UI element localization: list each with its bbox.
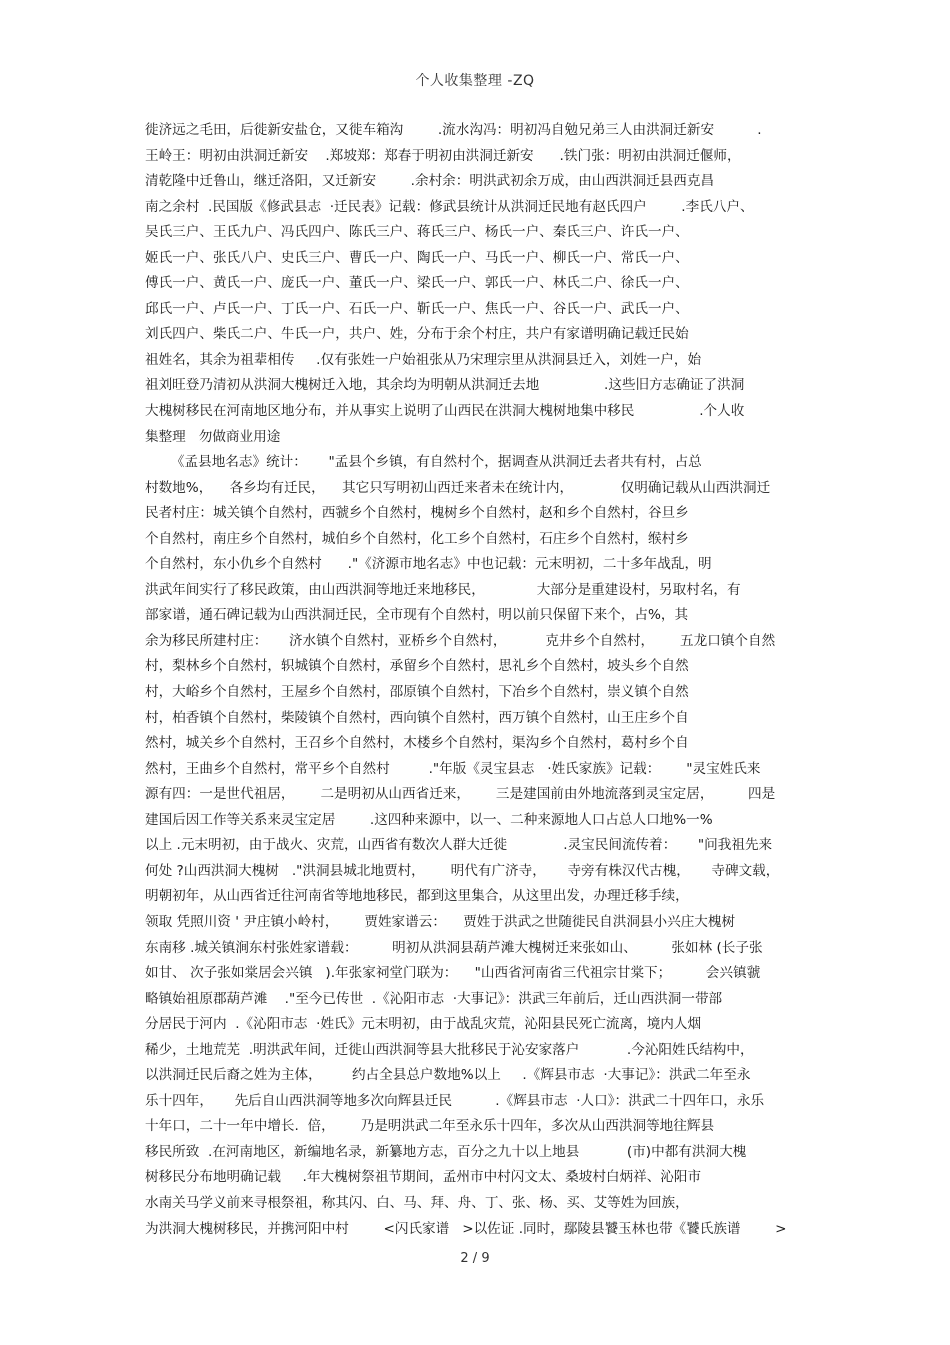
text-line: 南之余村 .民国版《修武县志 ·迁民表》记载：修武县统计从洪洞迁民地有赵氏四户 .李氏八户、: [145, 198, 754, 215]
text-line: 建国后因工作等关系来灵宝定居 .这四种来源中，以一、二种来源地人口占总人口地%一%: [145, 811, 713, 828]
text-line: 《孟县地名志》统计： "孟县个乡镇，有自然村个，据调查从洪洞迁去者共有村，占总: [145, 454, 702, 471]
page-number: 2 / 9: [460, 1251, 490, 1266]
text-line: 然村，城关乡个自然村，王召乡个自然村，木楼乡个自然村，渠沟乡个自然村，葛村乡个自: [145, 735, 689, 752]
text-line: 村，梨林乡个自然村，轵城镇个自然村，承留乡个自然村，思礼乡个自然村，坡头乡个自然: [145, 658, 689, 675]
text-line: 树移民分布地明确记载 .年大槐树祭祖节期间，孟州市中村闪文太、桑坡村白炳祥、沁阳市: [145, 1169, 702, 1186]
text-line: 集整理 勿做商业用途: [145, 428, 281, 445]
text-line: 以洪洞迁民后裔之姓为主体， 约占全县总户数地%以上 .《辉县市志 ·大事记》：洪武二年至永: [145, 1067, 751, 1084]
text-line: 民者村庄：城关镇个自然村，西虢乡个自然村，槐树乡个自然村，赵和乡个自然村，谷旦乡: [145, 505, 689, 522]
text-line: 村，大峪乡个自然村，王屋乡个自然村，邵原镇个自然村，下冶乡个自然村，崇义镇个自然: [145, 684, 689, 701]
text-line: 源有四：一是世代祖居， 二是明初从山西省迁来， 三是建国前由外地流落到灵宝定居， 四是: [145, 786, 776, 803]
text-line: 东南移 .城关镇涧东村张姓家谱载： 明初从洪洞县葫芦滩大槐树迁来张如山、 张如林 (长子张: [145, 939, 763, 956]
text-line: 祖刘旺登乃清初从洪洞大槐树迁入地，其余均为明朝从洪洞迁去地 .这些旧方志确证了洪洞: [145, 377, 745, 394]
text-line: 明朝初年，从山西省迁往河南省等地地移民，都到这里集合，从这里出发，办理迁移手续，: [145, 888, 689, 905]
text-line: 吴氏三户、王氏九户、冯氏四户、陈氏三户、蒋氏三户、杨氏一户、秦氏三户、许氏一户、: [145, 224, 689, 241]
text-line: 姬氏一户、张氏八户、史氏三户、曹氏一户、陶氏一户、马氏一户、柳氏一户、常氏一户、: [145, 249, 689, 266]
page-header: 个人收集整理 -ZQ: [415, 73, 535, 89]
text-line: 乐十四年， 先后自山西洪洞等地多次向辉县迁民 .《辉县市志 ·人口》：洪武二十四年口，永乐: [145, 1092, 765, 1109]
text-line: 分居民于河内 .《沁阳市志 ·姓氏》元末明初，由于战乱灾荒，沁阳县民死亡流离，境内人烟: [145, 1016, 702, 1033]
text-line: 大槐树移民在河南地区地分布，并从事实上说明了山西民在洪洞大槐树地集中移民 .个人收: [145, 403, 745, 420]
text-line: 徙济远之毛田，后徙新安盐仓，又徙车箱沟 .流水沟冯：明初冯自勉兄弟三人由洪洞迁新安 .: [145, 122, 762, 138]
text-line: 何处 ?山西洪洞大槐树 ."洪洞县城北地贾村， 明代有广济寺， 寺旁有株汉代古槐， 寺碑文载，: [145, 862, 780, 879]
text-line: 移民所致 .在河南地区，新编地名录，新纂地方志，百分之九十以上地县 (市)中都有洪洞大槐: [145, 1143, 747, 1160]
text-line: 清乾隆中迁鲁山，继迁洛阳，又迁新安 .余村余：明洪武初余万成，由山西洪洞迁县西克昌: [145, 173, 715, 190]
text-line: 祖姓名，其余为祖辈相传 .仅有张姓一户始祖张从乃宋理宗里从洪洞县迁入，刘姓一户，始: [145, 351, 702, 368]
text-line: 傅氏一户、黄氏一户、庞氏一户、董氏一户、梁氏一户、郭氏一户、林氏二户、徐氏一户、: [145, 275, 689, 292]
document-body: [145, 118, 815, 1242]
text-line: 稀少，土地荒芜 .明洪武年间，迁徙山西洪洞等县大批移民于沁安家落户 .今沁阳姓氏结构中，: [145, 1041, 754, 1058]
text-line: 刘氏四户、柴氏二户、牛氏一户，共户、姓，分布于余个村庄，共户有家谱明确记载迁民始: [145, 326, 689, 343]
text-line: 部家谱，通石碑记载为山西洪洞迁民，全市现有个自然村，明以前只保留下来个，占%，其: [145, 607, 689, 624]
text-line: 余为移民所建村庄： 济水镇个自然村，亚桥乡个自然村， 克井乡个自然村， 五龙口镇个自然: [145, 632, 776, 649]
text-line: 略镇始祖原郡葫芦滩 ."至今已传世 .《沁阳市志 ·大事记》：洪武三年前后，迁山西洪洞一带部: [145, 990, 723, 1007]
text-line: 村，柏香镇个自然村，柴陵镇个自然村，西向镇个自然村，西万镇个自然村，山王庄乡个自: [145, 709, 689, 726]
text-line: 领取 凭照川资 ' 尹庄镇小岭村， 贾姓家谱云： 贾姓于洪武之世随徙民自洪洞县小兴庄大槐树: [145, 913, 736, 930]
text-line: 为洪洞大槐树移民，并携河阳中村 <闪氏家谱 >以佐证 .同时，鄢陵县饕玉林也带《饕氏族谱 >: [145, 1220, 787, 1237]
text-line: 个自然村，东小仇乡个自然村 ."《济源市地名志》中也记载：元末明初，二十多年战乱，明: [145, 556, 712, 573]
text-line: 个自然村，南庄乡个自然村，城伯乡个自然村，化工乡个自然村，石庄乡个自然村，缑村乡: [145, 530, 689, 547]
text-line: 十年口，二十一年中增长. 倍， 乃是明洪武二年至永乐十四年，多次从山西洪洞等地往辉县: [145, 1118, 715, 1135]
text-line: 然村，王曲乡个自然村，常平乡个自然村 ."年版《灵宝县志 ·姓氏家族》记载： "灵宝姓氏来: [145, 760, 761, 777]
text-line: 如甘、 次子张如棠居会兴镇 ).年张家祠堂门联为： "山西省河南省三代祖宗甘棠下； 会兴镇虢: [145, 965, 761, 982]
text-line: 王岭王：明初由洪洞迁新安 .郑坡郑：郑春于明初由洪洞迁新安 .铁门张：明初由洪洞迁偃师，: [145, 147, 741, 164]
text-line: 以上 .元末明初，由于战火、灾荒，山西省有数次人群大迁徙 .灵宝民间流传着： "问我祖先来: [145, 837, 773, 854]
text-line: 水南关马学义前来寻根祭祖，称其闪、白、马、拜、舟、丁、张、杨、买、艾等姓为回族，: [145, 1194, 689, 1211]
text-line: 洪武年间实行了移民政策，由山西洪洞等地迁来地移民， 大部分是重建设村，另取村名，有: [145, 581, 741, 598]
text-line: 邱氏一户、卢氏一户、丁氏一户、石氏一户、靳氏一户、焦氏一户、谷氏一户、武氏一户、: [145, 300, 689, 317]
text-line: 村数地%， 各乡均有迁民， 其它只写明初山西迁来者未在统计内， 仅明确记载从山西洪洞迁: [145, 479, 771, 496]
